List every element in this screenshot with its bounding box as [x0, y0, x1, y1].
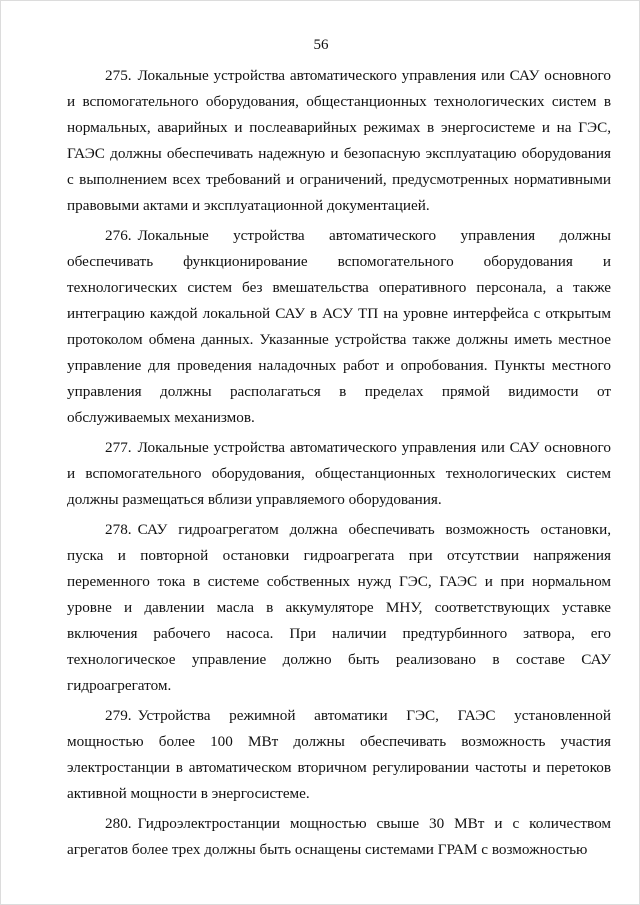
- paragraph-text: Локальные устройства автоматического управления или САУ основного и вспомогательного оборудования, общестанционных технологических систем должны размещаться вблизи управляемого оборудования.: [67, 439, 611, 508]
- paragraph-number: 277.: [105, 439, 132, 456]
- paragraph-number: 279.: [105, 707, 132, 724]
- paragraph-text: Локальные устройства автоматического управления должны обеспечивать функционирование вспомогательного оборудования и технологических систем без вмешательства оперативного персонала, а также интеграцию каждой локальной САУ в АСУ ТП на уровне интерфейса с открытым протоколом обмена данных. Указанные устройства также должны иметь местное управление для проведения наладочных работ и опробования. Пункты местного управления должны располагаться в пределах прямой видимости от обслуживаемых механизмов.: [67, 227, 611, 426]
- paragraph-279: [67, 703, 611, 807]
- paragraph-278: [67, 517, 611, 699]
- paragraph-text: Локальные устройства автоматического управления или САУ основного и вспомогательного оборудования, общестанционных технологических систем в нормальных, аварийных и послеаварийных режимах в энергосистеме и на ГЭС, ГАЭС должны обеспечивать надежную и безопасную эксплуатацию оборудования с выполнением всех требований и ограничений, предусмотренных нормативными правовыми актами и эксплуатационной документацией.: [67, 67, 611, 214]
- paragraph-number: 278.: [105, 521, 132, 538]
- paragraph-number: 280.: [105, 815, 132, 832]
- paragraph-number: 276.: [105, 227, 132, 244]
- document-body: [67, 63, 611, 867]
- paragraph-text: Устройства режимной автоматики ГЭС, ГАЭС установленной мощностью более 100 МВт должны обеспечивать возможность участия электростанции в автоматическом вторичном регулировании частоты и перетоков активной мощности в энергосистеме.: [67, 707, 611, 802]
- paragraph-number: 275.: [105, 67, 132, 84]
- paragraph-280: [67, 811, 611, 863]
- paragraph-277: [67, 435, 611, 513]
- paragraph-275: [67, 63, 611, 219]
- paragraph-276: [67, 223, 611, 431]
- page-number: 56: [313, 37, 329, 53]
- paragraph-text: Гидроэлектростанции мощностью свыше 30 МВт и с количеством агрегатов более трех должны быть оснащены системами ГРАМ с возможностью: [67, 815, 611, 858]
- paragraph-text: САУ гидроагрегатом должна обеспечивать возможность остановки, пуска и повторной остановки гидроагрегата при отсутствии напряжения переменного тока в системе собственных нужд ГЭС, ГАЭС и при нормальном уровне и давлении масла в аккумуляторе МНУ, соответствующих уставке включения рабочего насоса. При наличии предтурбинного затвора, его технологическое управление должно быть реализовано в составе САУ гидроагрегатом.: [67, 521, 611, 694]
